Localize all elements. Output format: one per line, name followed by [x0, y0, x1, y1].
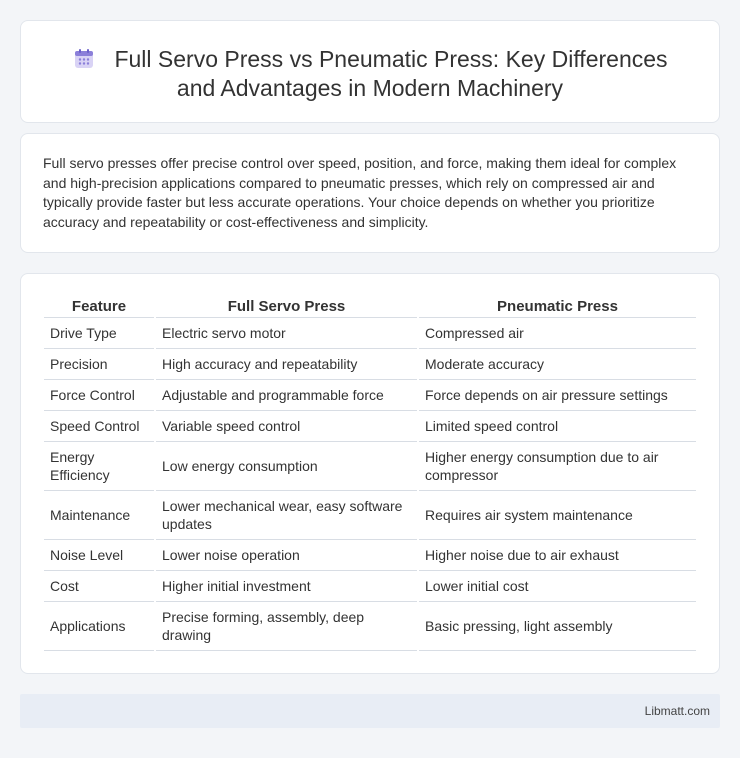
table-row	[44, 602, 696, 651]
cell-pneumatic: Basic pressing, light assembly	[419, 602, 696, 651]
cell-servo: Variable speed control	[156, 411, 417, 442]
calendar-icon	[72, 47, 96, 71]
table-row	[44, 380, 696, 411]
page-title: Full Servo Press vs Pneumatic Press: Key Differences and Advantages in Modern Machinery	[114, 46, 668, 101]
comparison-table	[42, 295, 698, 651]
footer-bar	[20, 694, 720, 728]
cell-feature: Energy Efficiency	[44, 442, 154, 491]
cell-servo: Electric servo motor	[156, 318, 417, 349]
table-row	[44, 540, 696, 571]
cell-pneumatic: Compressed air	[419, 318, 696, 349]
table-row	[44, 349, 696, 380]
cell-feature: Speed Control	[44, 411, 154, 442]
cell-servo: Adjustable and programmable force	[156, 380, 417, 411]
cell-pneumatic: Higher energy consumption due to air compressor	[419, 442, 696, 491]
cell-servo: Lower mechanical wear, easy software updates	[156, 491, 417, 540]
cell-servo: High accuracy and repeatability	[156, 349, 417, 380]
title-card	[20, 20, 720, 123]
header-pneumatic: Pneumatic Press	[419, 295, 696, 318]
header-feature: Feature	[44, 295, 154, 318]
cell-pneumatic: Higher noise due to air exhaust	[419, 540, 696, 571]
cell-feature: Noise Level	[44, 540, 154, 571]
cell-feature: Force Control	[44, 380, 154, 411]
cell-pneumatic: Force depends on air pressure settings	[419, 380, 696, 411]
cell-feature: Precision	[44, 349, 154, 380]
cell-pneumatic: Lower initial cost	[419, 571, 696, 602]
cell-servo: Precise forming, assembly, deep drawing	[156, 602, 417, 651]
table-row	[44, 571, 696, 602]
table-row	[44, 411, 696, 442]
cell-servo: Low energy consumption	[156, 442, 417, 491]
cell-pneumatic: Moderate accuracy	[419, 349, 696, 380]
page-title-wrap	[61, 45, 679, 103]
cell-pneumatic: Limited speed control	[419, 411, 696, 442]
header-full-servo: Full Servo Press	[156, 295, 417, 318]
cell-feature: Maintenance	[44, 491, 154, 540]
cell-servo: Lower noise operation	[156, 540, 417, 571]
table-header-row	[44, 295, 696, 318]
cell-feature: Cost	[44, 571, 154, 602]
intro-card	[20, 133, 720, 253]
cell-feature: Drive Type	[44, 318, 154, 349]
table-row	[44, 442, 696, 491]
intro-paragraph: Full servo presses offer precise control over speed, position, and force, making them ideal for complex and high-precision applications compared to pneumatic presses, which rely on compressed air and typically provide faster but less accurate operations. Your choice depends on whether you prioritize accuracy and repeatability or cost-effectiveness and simplicity.	[43, 155, 677, 230]
footer-site-link[interactable]: Libmatt.com	[644, 704, 710, 718]
cell-feature: Applications	[44, 602, 154, 651]
cell-servo: Higher initial investment	[156, 571, 417, 602]
table-row	[44, 491, 696, 540]
comparison-card	[20, 273, 720, 674]
table-row	[44, 318, 696, 349]
cell-pneumatic: Requires air system maintenance	[419, 491, 696, 540]
